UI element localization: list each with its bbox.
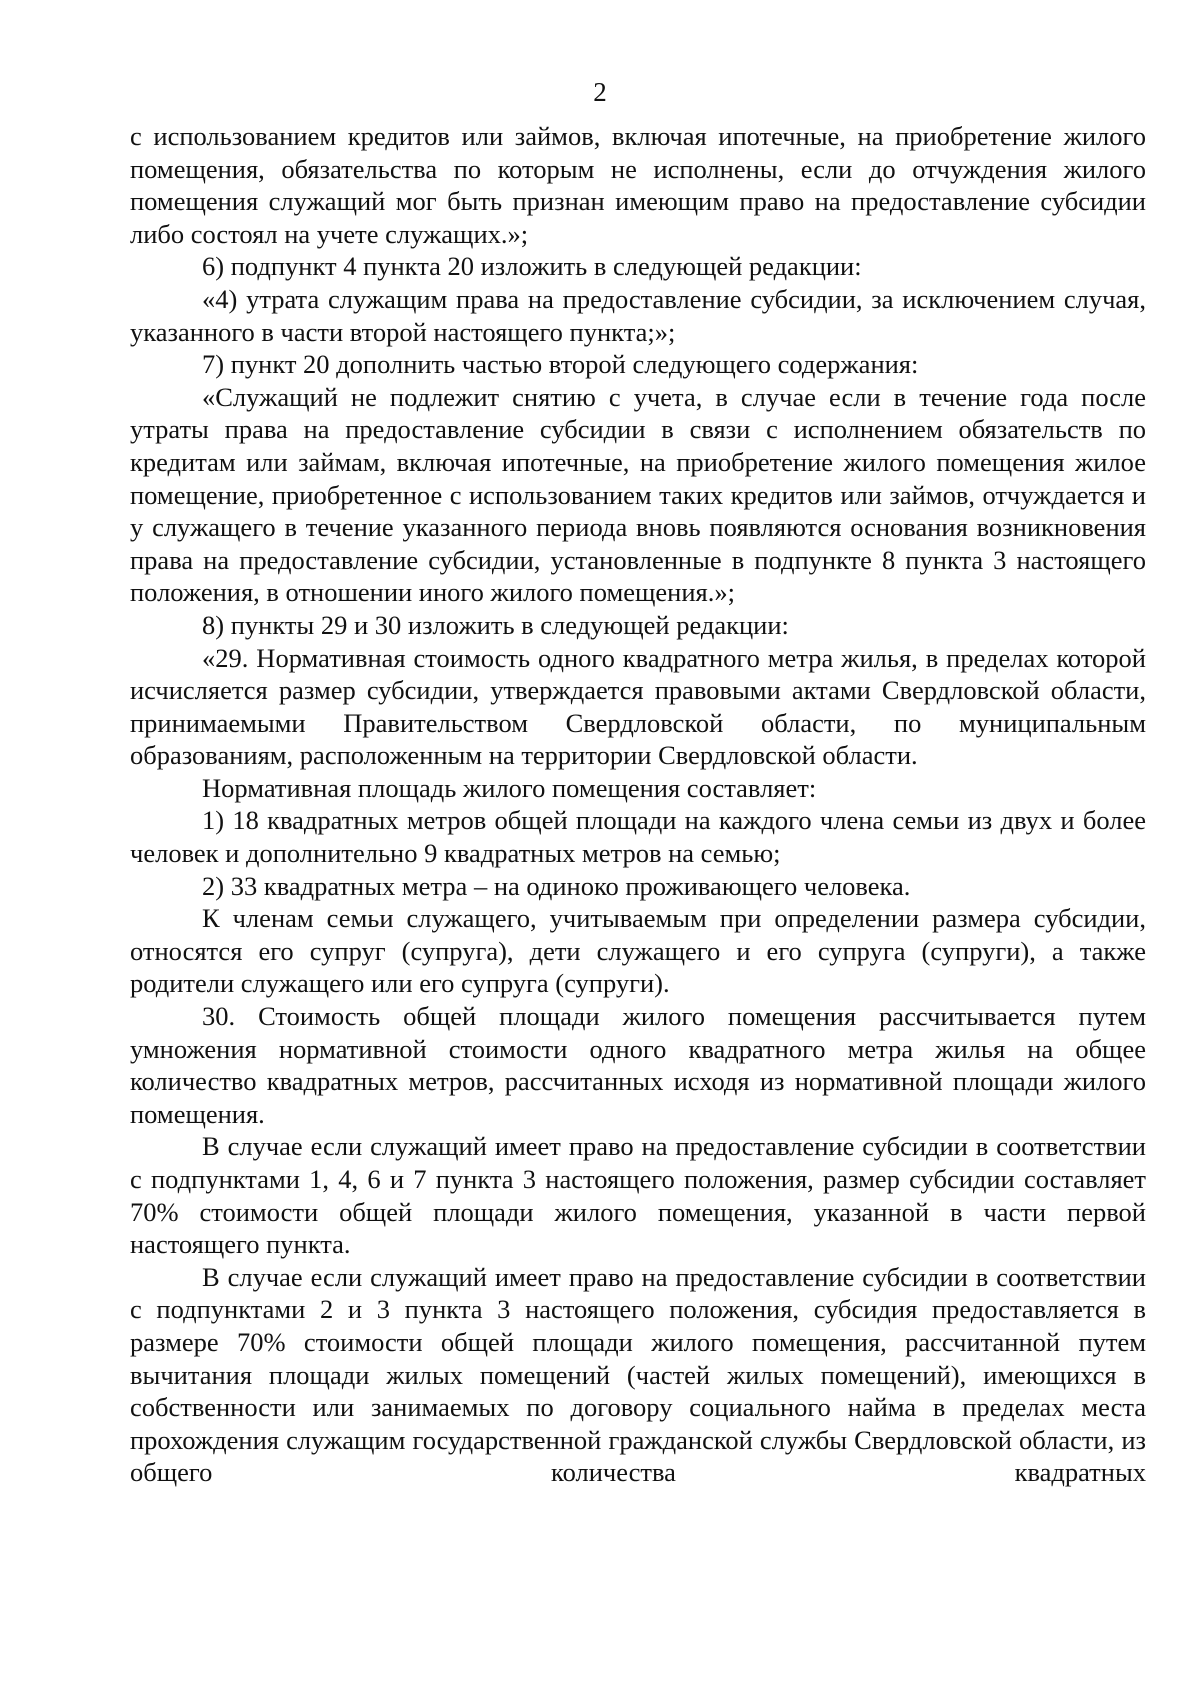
document-body [130, 120, 1146, 1489]
paragraph-area-2: 2) 33 квадратных метра – на одиноко проживающего человека. [202, 870, 911, 901]
paragraph-quote-4: «4) утрата служащим права на предоставление субсидии, за исключением случая, указанного в части второй настоящего пункта;»; [130, 283, 1146, 347]
paragraph-family-members: К членам семьи служащего, учитываемым при определении размера субсидии, относятся его супруг (супруга), дети служащего и его супруга (супруги), а также родители служащего или его супруга (супруги). [130, 903, 1146, 999]
page-number: 2 [593, 77, 607, 107]
paragraph-normative-area: Нормативная площадь жилого помещения составляет: [202, 772, 817, 803]
paragraph-subsidy-70-b: В случае если служащий имеет право на предоставление субсидии в соответствии с подпунктами 2 и 3 пункта 3 настоящего положения, субсидия предоставляется в размере 70% стоимости общей площади жилого помещения, рассчитанной путем вычитания площади жилых помещений (частей жилых помещений), имеющихся в собственности или занимаемых по договору социального найма в пределах места прохождения служащим государственной гражданской службы Свердловской области, из общего количества квадратных [130, 1261, 1146, 1488]
paragraph-quote-employee: «Служащий не подлежит снятию с учета, в случае если в течение года после утраты права на предоставление субсидии в связи с исполнением обязательств по кредитам или займам, включая ипотечные, на приобретение жилого помещения жилое помещение, приобретенное с использованием таких кредитов или займов, отчуждается и у служащего в течение указанного периода вновь появляются основания возникновения права на предоставление субсидии, установленные в подпункте 8 пункта 3 настоящего положения, в отношении иного жилого помещения.»; [130, 381, 1146, 608]
paragraph-subsidy-70-a: В случае если служащий имеет право на предоставление субсидии в соответствии с подпунктами 1, 4, 6 и 7 пункта 3 настоящего положения, размер субсидии составляет 70% стоимости общей площади жилого помещения, указанной в части первой настоящего пункта. [130, 1131, 1146, 1260]
paragraph-clause-29: «29. Нормативная стоимость одного квадратного метра жилья, в пределах которой исчисляется размер субсидии, утверждается правовыми актами Свердловской области, принимаемыми Правительством Свердловской области, по муниципальным образованиям, расположенным на территории Свердловской области. [130, 642, 1146, 771]
paragraph-continuation: с использованием кредитов или займов, включая ипотечные, на приобретение жилого помещения, обязательства по которым не исполнены, если до отчуждения жилого помещения служащий мог быть признан имеющим право на предоставление субсидии либо состоял на учете служащих.»; [130, 121, 1146, 249]
paragraph-area-1: 1) 18 квадратных метров общей площади на каждого члена семьи из двух и более человек и дополнительно 9 квадратных метров на семью; [130, 805, 1146, 869]
paragraph-item-8: 8) пункты 29 и 30 изложить в следующей редакции: [202, 609, 789, 640]
paragraph-item-7: 7) пункт 20 дополнить частью второй следующего содержания: [202, 349, 919, 380]
paragraph-clause-30: 30. Стоимость общей площади жилого помещения рассчитывается путем умножения нормативной стоимости одного квадратного метра жилья на общее количество квадратных метров, рассчитанных исходя из нормативной площади жилого помещения. [130, 1001, 1146, 1129]
paragraph-item-6: 6) подпункт 4 пункта 20 изложить в следующей редакции: [202, 251, 862, 282]
